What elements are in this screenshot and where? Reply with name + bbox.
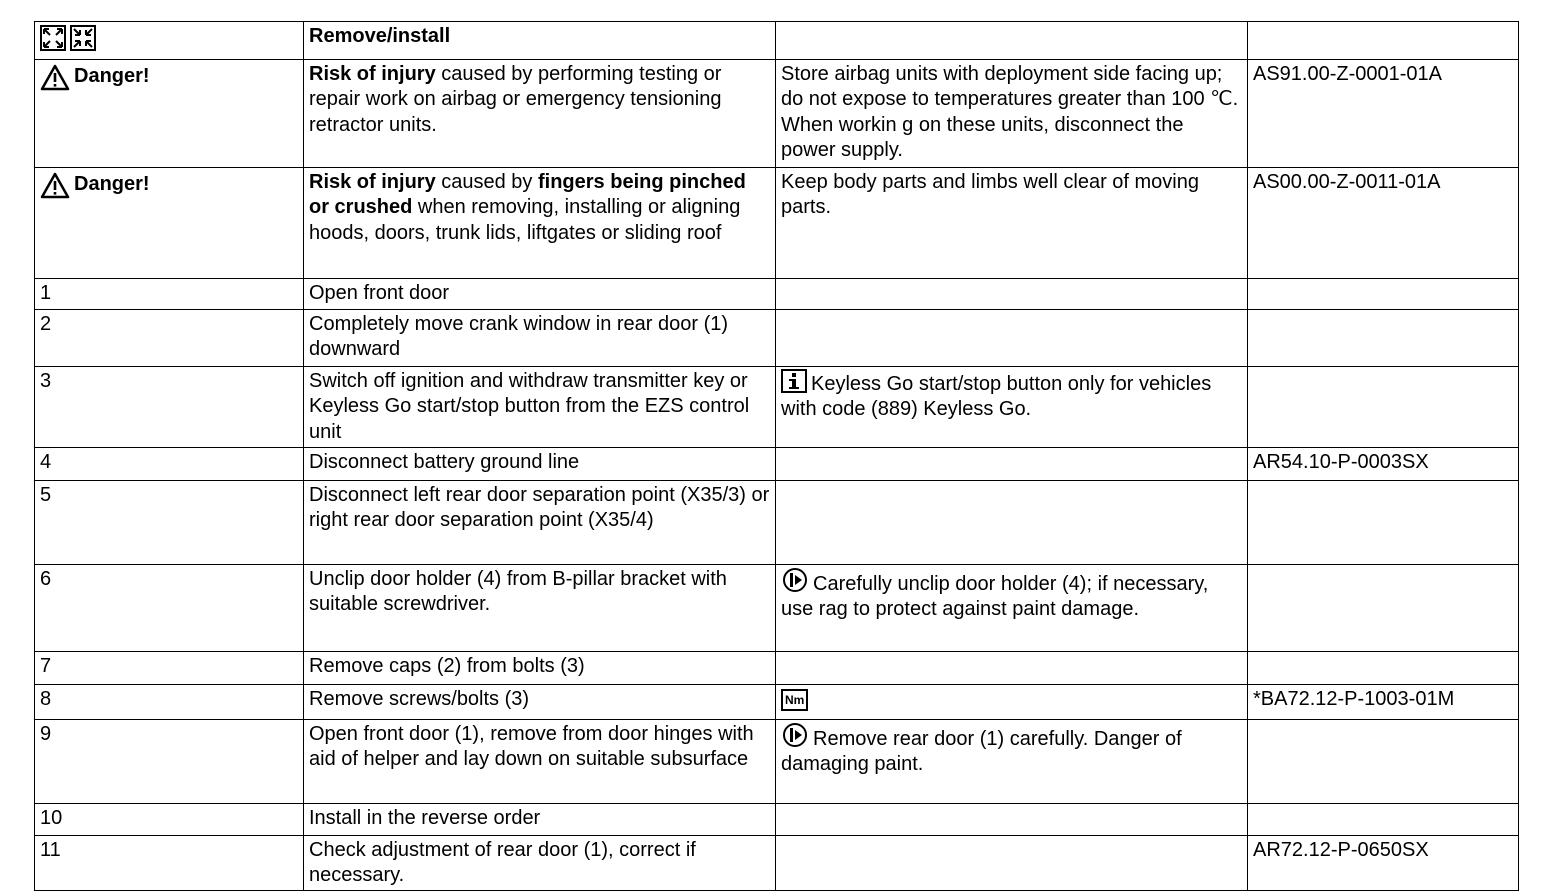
hazard-emphasis: fingers being pinched or crushed (309, 170, 746, 218)
table-row (35, 366, 1519, 447)
action-cell: Install in the reverse order (304, 803, 776, 835)
note-cell (776, 651, 1248, 684)
step-number: 9 (35, 719, 304, 803)
note-cell: Keep body parts and limbs well clear of moving parts. (776, 167, 1248, 278)
action-cell: Open front door (304, 278, 776, 309)
step-number: 2 (35, 309, 304, 366)
step-cell (35, 59, 304, 167)
step-number: 8 (35, 684, 304, 719)
note-cell (776, 803, 1248, 835)
reference-link (1248, 366, 1519, 447)
action-cell: Disconnect battery ground line (304, 447, 776, 480)
reference-link[interactable]: AS91.00-Z-0001-01A (1248, 59, 1519, 167)
header-empty-cell (776, 22, 1248, 60)
action-cell: Remove screws/bolts (3) (304, 684, 776, 719)
hazard-label: Risk of injury (309, 62, 436, 85)
reference-link (1248, 651, 1519, 684)
step-number: 10 (35, 803, 304, 835)
note-cell (776, 564, 1248, 651)
table-row (35, 167, 1519, 278)
step-number: 3 (35, 366, 304, 447)
action-cell: Open front door (1), remove from door hinges with aid of helper and lay down on suitable subsurface (304, 719, 776, 803)
warning-triangle-icon (40, 172, 70, 199)
reference-link (1248, 278, 1519, 309)
note-text: Keyless Go start/stop button only for vehicles with code (889) Keyless Go. (781, 372, 1212, 420)
warning-triangle-icon (40, 64, 70, 91)
note-cell (776, 447, 1248, 480)
install-icon (70, 25, 96, 51)
table-row (35, 278, 1519, 309)
action-cell: Remove caps (2) from bolts (3) (304, 651, 776, 684)
reference-link[interactable]: AR54.10-P-0003SX (1248, 447, 1519, 480)
step-number: 1 (35, 278, 304, 309)
note-cell (776, 278, 1248, 309)
hazard-label: Risk of injury (309, 170, 436, 193)
reference-link (1248, 309, 1519, 366)
table-row (35, 684, 1519, 719)
caution-icon (781, 567, 809, 593)
caution-icon (781, 722, 809, 748)
note-cell: Store airbag units with deployment side facing up; do not expose to temperatures greater than 100 ℃. When workin g on these units, disconnect the power supply. (776, 59, 1248, 167)
reference-link[interactable]: AS00.00-Z-0011-01A (1248, 167, 1519, 278)
table-header-row (35, 22, 1519, 60)
note-cell (776, 309, 1248, 366)
reference-link (1248, 719, 1519, 803)
action-cell: Completely move crank window in rear door (1) downward (304, 309, 776, 366)
table-row (35, 651, 1519, 684)
table-row (35, 835, 1519, 890)
action-cell (304, 59, 776, 167)
hazard-text: caused by (435, 170, 538, 193)
reference-link (1248, 480, 1519, 564)
note-cell (776, 835, 1248, 890)
step-number: 5 (35, 480, 304, 564)
action-cell: Unclip door holder (4) from B-pillar bracket with suitable screwdriver. (304, 564, 776, 651)
action-cell (304, 167, 776, 278)
table-row (35, 564, 1519, 651)
info-icon (781, 369, 807, 393)
reference-link (1248, 564, 1519, 651)
action-cell: Disconnect left rear door separation point (X35/3) or right rear door separation point (X35/4) (304, 480, 776, 564)
table-row (35, 803, 1519, 835)
header-title: Remove/install (304, 22, 776, 60)
reference-link[interactable]: AR72.12-P-0650SX (1248, 835, 1519, 890)
table-row (35, 59, 1519, 167)
note-cell (776, 684, 1248, 719)
action-cell: Check adjustment of rear door (1), correct if necessary. (304, 835, 776, 890)
reference-link[interactable]: *BA72.12-P-1003-01M (1248, 684, 1519, 719)
table-row (35, 480, 1519, 564)
danger-label: Danger! (74, 65, 150, 88)
danger-label: Danger! (74, 173, 150, 196)
header-empty-cell (1248, 22, 1519, 60)
note-text: Carefully unclip door holder (4); if necessary, use rag to protect against paint damage. (781, 572, 1209, 620)
table-row (35, 447, 1519, 480)
step-number: 7 (35, 651, 304, 684)
step-number: 6 (35, 564, 304, 651)
reference-link (1248, 803, 1519, 835)
remove-icon (40, 25, 66, 51)
torque-icon[interactable]: Nm (781, 689, 808, 711)
action-cell: Switch off ignition and withdraw transmitter key or Keyless Go start/stop button from the EZS control unit (304, 366, 776, 447)
note-cell (776, 719, 1248, 803)
step-cell (35, 167, 304, 278)
table-row (35, 309, 1519, 366)
hazard-text: when removing, installing or aligning hoods, doors, trunk lids, liftgates or sliding roof (309, 196, 741, 244)
note-cell (776, 480, 1248, 564)
note-text: Remove rear door (1) carefully. Danger of damaging paint. (781, 727, 1182, 775)
step-number: 4 (35, 447, 304, 480)
step-number: 11 (35, 835, 304, 890)
table-row (35, 719, 1519, 803)
procedure-table (34, 21, 1519, 891)
header-icons-cell (35, 22, 304, 60)
note-cell (776, 366, 1248, 447)
hazard-text: caused by performing testing or repair work on airbag or emergency tensioning retractor units. (309, 62, 722, 136)
